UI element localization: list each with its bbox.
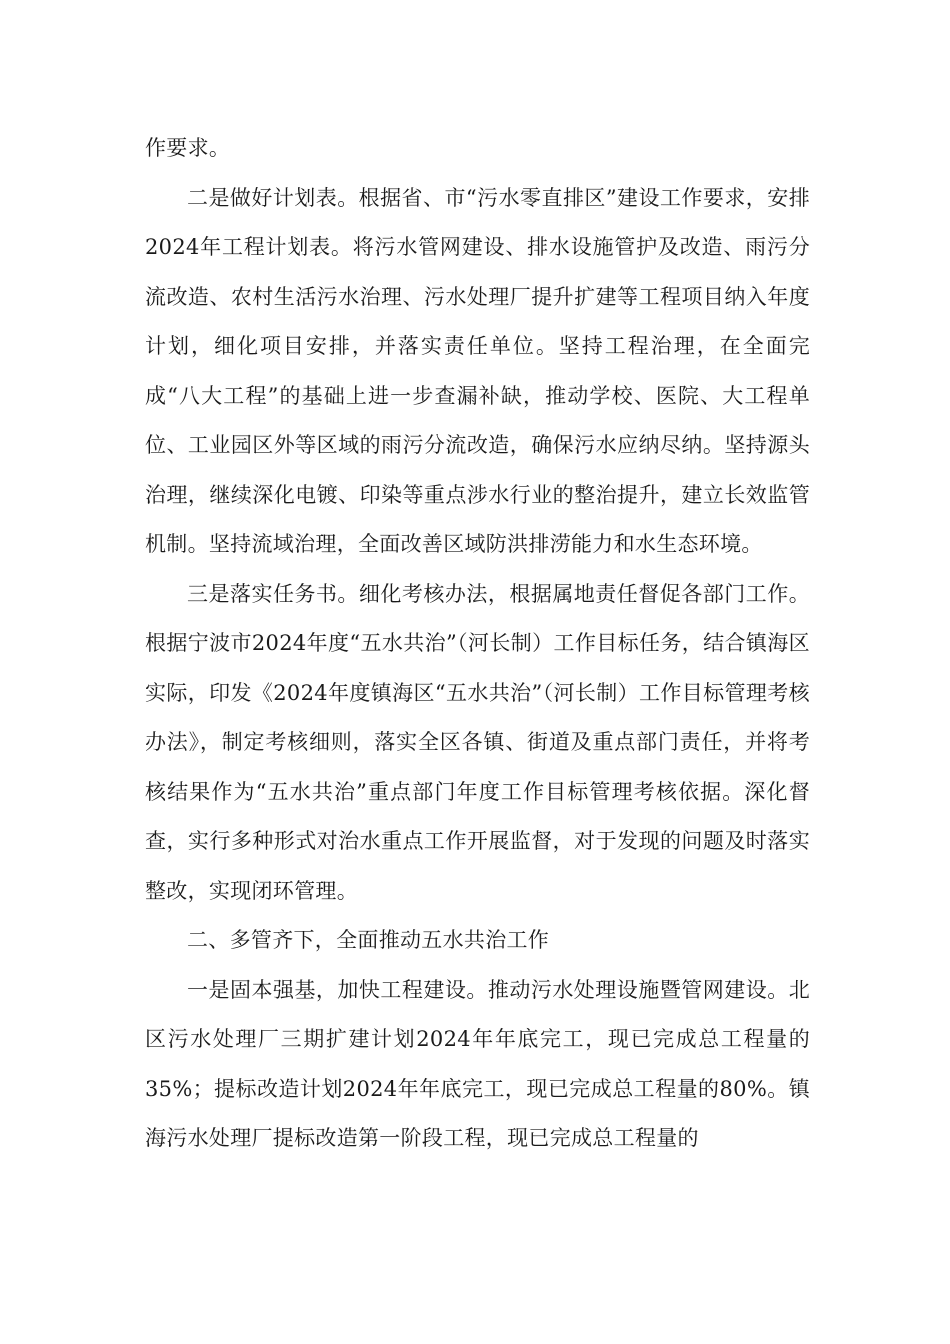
paragraph-plan-table: 二是做好计划表。根据省、市“污水零直排区”建设工作要求，安排2024年工程计划表。将污水管网建设、排水设施管护及改造、雨污分流改造、农村生活污水治理、污水处理厂提升扩建等工程项目纳入年度计划，细化项目安排，并落实责任单位。坚持工程治理，在全面完成“八大工程”的基础上进一步查漏补缺，推动学校、医院、大工程单位、工业园区外等区域的雨污分流改造，确保污水应纳尽纳。坚持源头治理，继续深化电镀、印染等重点涉水行业的整治提升，建立长效监管机制。坚持流域治理，全面改善区域防洪排涝能力和水生态环境。 xyxy=(145,185,810,556)
paragraph-engineering: 一是固本强基，加快工程建设。推动污水处理设施暨管网建设。北区污水处理厂三期扩建计划2024年年底完工，现已完成总工程量的35%；提标改造计划2024年年底完工，现已完成总工程量的80%。镇海污水处理厂提标改造第一阶段工程，现已完成总工程量的 xyxy=(145,977,810,1150)
document-body xyxy=(145,124,810,1164)
paragraph-task-book: 三是落实任务书。细化考核办法，根据属地责任督促各部门工作。根据宁波市2024年度“五水共治”（河长制）工作目标任务，结合镇海区实际，印发《2024年度镇海区“五水共治”（河长制）工作目标管理考核办法》，制定考核细则，落实全区各镇、街道及重点部门责任，并将考核结果作为“五水共治”重点部门年度工作目标管理考核依据。深化督查，实行多种形式对治水重点工作开展监督，对于发现的问题及时落实整改，实现闭环管理。 xyxy=(145,581,810,903)
paragraph-continuation: 作要求。 xyxy=(145,136,231,160)
section-heading: 二、多管齐下，全面推动五水共治工作 xyxy=(187,928,550,952)
